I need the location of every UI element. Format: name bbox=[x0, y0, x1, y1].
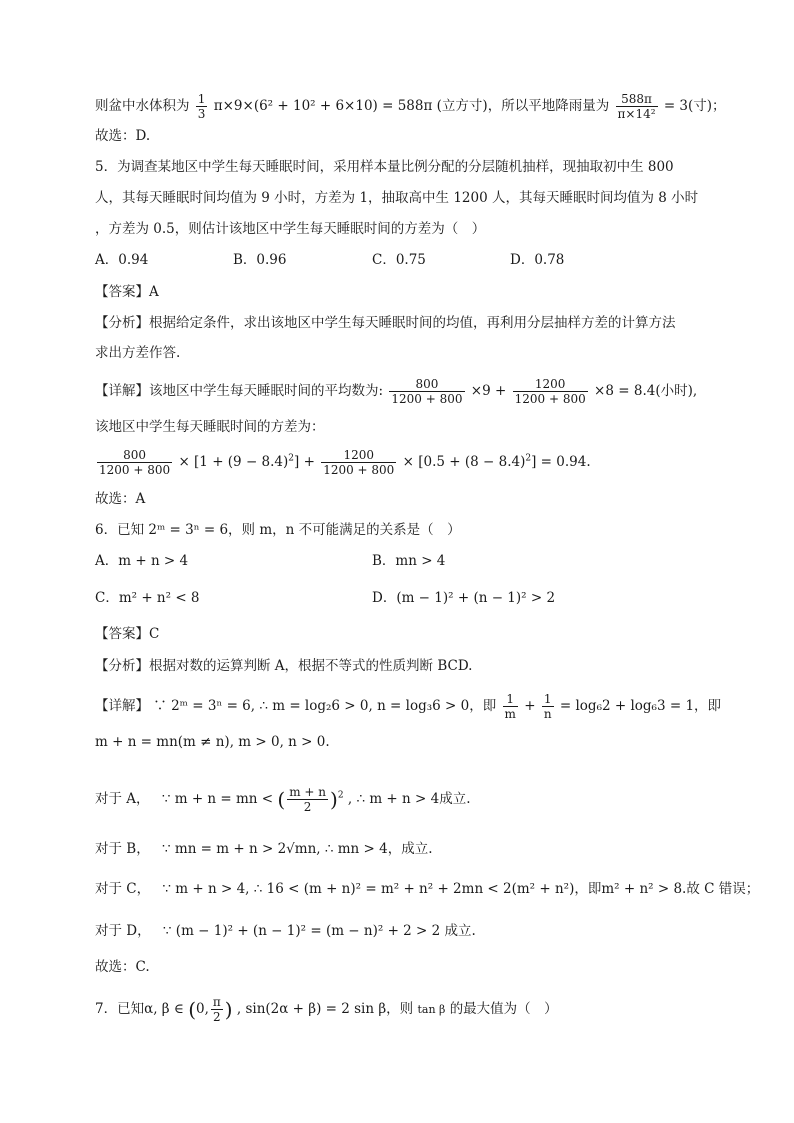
q6-case-c bbox=[95, 880, 759, 898]
q6-case-a-text: ∵ m + n = mn < bbox=[161, 791, 274, 807]
q5-option-b: B．0.96 bbox=[233, 252, 287, 268]
q6-stem: 6．已知 2ᵐ = 3ⁿ = 6，则 m，n 不可能满足的关系是（ ） bbox=[95, 522, 461, 538]
q6-case-c-label: 对于 C， bbox=[95, 881, 151, 897]
q5-mean-frac1: $\frac{800}{1200 + 800}$ bbox=[391, 377, 463, 406]
q6-detail-tag: 【详解】 bbox=[95, 698, 149, 714]
q5-line3: ，方差为 0.5，则估计该地区中学生每天睡眠时间的方差为（ ） bbox=[95, 221, 486, 237]
intro-result: = 3(寸)； bbox=[663, 98, 726, 114]
q7-mid: , sin(2α + β) = 2 sin β，则 bbox=[236, 1001, 414, 1017]
q6-case-d bbox=[95, 922, 476, 940]
q5-mean-frac2: $\frac{1200}{1200 + 800}$ bbox=[514, 377, 586, 406]
q5-analysis-line1: 【分析】根据给定条件，求出该地区中学生每天睡眠时间的均值，再利用分层抽样方差的计算方法 bbox=[95, 315, 676, 331]
q6-case-a-label: 对于 A， bbox=[95, 791, 150, 807]
q5-choose: 故选：A bbox=[95, 491, 146, 507]
intro-line bbox=[95, 92, 726, 121]
q6-frac-1m: $\frac{1}{m}$ bbox=[504, 692, 516, 721]
intro-math: π×9×(6² + 10² + 6×10) = 588π bbox=[213, 98, 433, 114]
q6-case-b-label: 对于 B， bbox=[95, 841, 150, 857]
q5-var-frac1: $\frac{800}{1200 + 800}$ bbox=[99, 448, 171, 477]
rain-fraction: $\frac{588\pi}{\text{π×14²}}$ bbox=[617, 92, 656, 121]
intro-prefix: 则盆中水体积为 bbox=[95, 98, 190, 114]
q5-option-d: D．0.78 bbox=[510, 252, 565, 268]
intro-unit: (立方寸)，所以平地降雨量为 bbox=[436, 98, 610, 114]
q5-option-a: A．0.94 bbox=[95, 252, 149, 268]
q6-case-d-text: ∵ (m − 1)² + (n − 1)² = (m − n)² + 2 > 2 成立. bbox=[162, 923, 476, 939]
q5-line2: 人，其每天睡眠时间均值为 9 小时，方差为 1，抽取高中生 1200 人，其每天睡眠时间均值为 8 小时 bbox=[95, 190, 699, 206]
q5-variance-formula: $\frac{800}{1200 + 800}$ × $[1 + (9 - 8.4)^2]$ + $\frac{1200}{1200 + 800}$ × $[0.5 + (8 - 8.4)^2] = 0.94$. bbox=[99, 448, 591, 477]
q6-detail-line2: m + n = mn(m ≠ n), m > 0, n > 0. bbox=[95, 734, 330, 750]
q6-frac-1n: $\frac{1}{n}$ bbox=[543, 692, 552, 721]
q6-detail-text: ∵ 2ᵐ = 3ⁿ = 6, ∴ m = log₂6 > 0, n = log₃6 > 0，即 bbox=[153, 698, 497, 714]
q6-option-d: D．(m − 1)² + (n − 1)² > 2 bbox=[372, 590, 556, 606]
q6-case-d-label: 对于 D， bbox=[95, 923, 151, 939]
q5-variance-label: 该地区中学生每天睡眠时间的方差为： bbox=[95, 419, 325, 435]
q7-stem: 7．已知α, β ∈ (0, $\frac{\pi}{2}$ ) , sin(2α + β) = 2 sin β，则 tan β 的最大值为（ ） bbox=[95, 995, 558, 1024]
q6-option-b: B．mn > 4 bbox=[372, 553, 446, 569]
q5-variance-result: = 0.94. bbox=[540, 454, 591, 470]
q6-answer: 【答案】C bbox=[95, 626, 160, 642]
intro-choose: 故选：D. bbox=[95, 128, 151, 144]
q7-tail: 的最大值为（ ） bbox=[449, 1001, 558, 1017]
q5-line1: 5．为调查某地区中学生每天睡眠时间，采用样本量比例分配的分层随机抽样，现抽取初中生 800 bbox=[95, 159, 674, 175]
q6-option-a: A．m + n > 4 bbox=[95, 553, 189, 569]
q7-prefix: 7．已知α, β ∈ bbox=[95, 1001, 184, 1017]
q6-detail-tail: = log₆2 + log₆3 = 1，即 bbox=[559, 698, 722, 714]
fraction-one-third: $\frac{1}{3}$ bbox=[197, 92, 206, 121]
q5-mean-result: = 8.4(小时), bbox=[618, 383, 698, 399]
q6-analysis: 【分析】根据对数的运算判断 A，根据不等式的性质判断 BCD. bbox=[95, 658, 473, 674]
q6-case-c-text: ∵ m + n > 4, ∴ 16 < (m + n)² = m² + n² + 2mn < 2(m² + n²)，即m² + n² > 8.故 C 错误； bbox=[162, 881, 760, 897]
q6-case-b-text: ∵ mn = m + n > 2√mn, ∴ mn > 4，成立. bbox=[162, 841, 433, 857]
q6-choose: 故选：C. bbox=[95, 959, 150, 975]
q6-case-a-frac: $\frac{m + n}{2}$ bbox=[289, 785, 327, 814]
q6-case-b bbox=[95, 840, 433, 858]
q5-analysis-line2: 求出方差作答. bbox=[95, 345, 181, 361]
q6-case-a: 对于 A， ∵ m + n = mn < ( $\frac{m + n}{2}$ )$^2$ , ∴ m + n > 4成立. bbox=[95, 785, 471, 814]
q6-case-a-tail: , ∴ m + n > 4成立. bbox=[347, 791, 471, 807]
q5-var-frac2: $\frac{1200}{1200 + 800}$ bbox=[323, 448, 395, 477]
q7-pi-half: $\frac{\pi}{2}$ bbox=[212, 995, 221, 1024]
q5-detail-mean: 【详解】该地区中学生每天睡眠时间的平均数为: $\frac{800}{1200 + 800}$ ×9 + $\frac{1200}{1200 + 800}$ ×8 = 8.4(小时), bbox=[95, 377, 698, 406]
q6-detail-line1: 【详解】 ∵ 2ᵐ = 3ⁿ = 6, ∴ m = log₂6 > 0, n = log₃6 > 0，即 $\frac{1}{m}$ + $\frac{1}{n}$ = log₆2 + log₆3 = 1，即 bbox=[95, 692, 722, 721]
q6-option-c: C．m² + n² < 8 bbox=[95, 590, 200, 606]
q5-option-c: C．0.75 bbox=[372, 252, 426, 268]
q7-tan: tan β bbox=[417, 1003, 446, 1016]
q5-detail-prefix: 【详解】该地区中学生每天睡眠时间的平均数为: bbox=[95, 383, 384, 399]
q5-answer: 【答案】A bbox=[95, 284, 159, 300]
